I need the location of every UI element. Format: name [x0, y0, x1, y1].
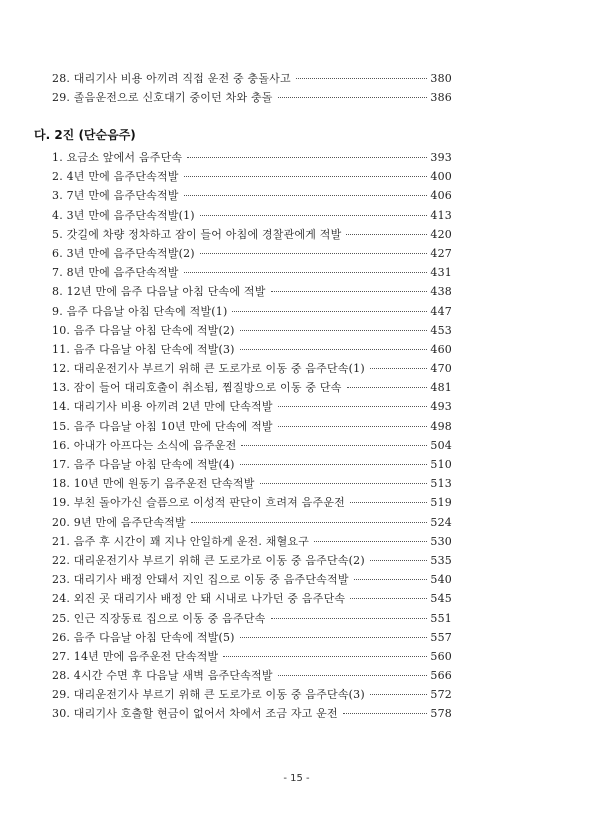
toc-entry-title: 13. 잠이 들어 대리호출이 취소됨, 찜질방으로 이동 중 단속 [52, 381, 342, 395]
toc-entry-title: 4. 3년 만에 음주단속적발(1) [52, 208, 195, 222]
toc-entry[interactable] [52, 186, 452, 205]
dot-leader [240, 349, 428, 350]
dot-leader [184, 176, 428, 177]
dot-leader [184, 272, 428, 273]
dot-leader [278, 406, 428, 407]
toc-entry-title: 2. 4년 만에 음주단속적발 [52, 170, 179, 184]
dot-leader [296, 78, 428, 79]
toc-entry[interactable] [52, 685, 452, 704]
toc-entry-page: 447 [430, 304, 452, 318]
dot-leader [187, 157, 427, 158]
toc-entry-page: 460 [430, 342, 452, 356]
toc-entry-title: 5. 갓길에 차량 정차하고 잠이 들어 아침에 경찰관에게 적발 [52, 227, 342, 241]
toc-entry[interactable] [52, 666, 452, 685]
dot-leader [370, 560, 428, 561]
toc-entry-page: 560 [430, 649, 452, 663]
toc-entry[interactable] [52, 225, 452, 244]
toc-entry-page: 453 [430, 323, 452, 337]
toc-entry-page: 498 [430, 419, 452, 433]
toc-entry-page: 420 [430, 227, 452, 241]
toc-entry-title: 28. 대리기사 비용 아끼려 직접 운전 중 충돌사고 [52, 72, 291, 85]
toc-entry-page: 513 [430, 477, 452, 491]
toc-entry[interactable] [52, 532, 452, 551]
toc-entry[interactable] [52, 513, 452, 532]
dot-leader [278, 675, 428, 676]
toc-entry-page: 504 [430, 438, 452, 452]
toc-entry-title: 8. 12년 만에 음주 다음날 아침 단속에 적발 [52, 285, 266, 299]
toc-entry[interactable] [52, 397, 452, 416]
dot-leader [240, 637, 428, 638]
toc-entry-page: 470 [430, 362, 452, 376]
toc-entry-title: 22. 대리운전기사 부르기 위해 큰 도로가로 이동 중 음주단속(2) [52, 553, 365, 567]
dot-leader [223, 656, 427, 657]
toc-entry[interactable] [52, 69, 452, 88]
dot-leader [200, 215, 428, 216]
dot-leader [241, 445, 427, 446]
toc-entry[interactable] [52, 263, 452, 282]
toc-entry[interactable] [52, 282, 452, 301]
toc-entry-title: 24. 외진 곳 대리기사 배정 안 돼 시내로 나가던 중 음주단속 [52, 592, 346, 606]
toc-entry-title: 16. 아내가 아프다는 소식에 음주운전 [52, 438, 237, 452]
dot-leader [370, 694, 428, 695]
toc-entry-title: 14. 대리기사 비용 아끼려 2년 만에 단속적발 [52, 400, 273, 414]
toc-entry[interactable] [52, 474, 452, 493]
toc-entry[interactable] [52, 302, 452, 321]
toc-entry-page: 400 [430, 170, 452, 184]
toc-entry[interactable] [52, 436, 452, 455]
toc-entry-title: 15. 음주 다음날 아침 10년 만에 단속에 적발 [52, 419, 273, 433]
toc-entry-page: 386 [430, 91, 452, 105]
toc-entry-page: 551 [430, 611, 452, 625]
toc-entry[interactable] [52, 589, 452, 608]
page-number: - 15 - [283, 773, 310, 784]
toc-entry-page: 493 [430, 400, 452, 414]
toc-continued-list [52, 69, 452, 107]
toc-entry[interactable] [52, 167, 452, 186]
toc-entry-title: 7. 8년 만에 음주단속적발 [52, 266, 179, 280]
toc-entry-title: 21. 음주 후 시간이 꽤 지나 안일하게 운전. 채혈요구 [52, 534, 310, 548]
dot-leader [347, 387, 428, 388]
toc-entry-title: 19. 부친 돌아가신 슬픔으로 이성적 판단이 흐려져 음주운전 [52, 496, 345, 510]
toc-entry-page: 545 [430, 592, 452, 606]
toc-entry-title: 29. 졸음운전으로 신호대기 중이던 차와 충돌 [52, 91, 273, 105]
toc-entry[interactable] [52, 455, 452, 474]
toc-entry-title: 23. 대리기사 배정 안돼서 지인 집으로 이동 중 음주단속적발 [52, 573, 349, 587]
dot-leader [271, 291, 428, 292]
toc-entry-page: 380 [430, 72, 452, 85]
toc-entry-title: 1. 요금소 앞에서 음주단속 [52, 151, 183, 164]
dot-leader [350, 502, 427, 503]
dot-leader [370, 368, 428, 369]
toc-entry[interactable] [52, 609, 452, 628]
toc-entry-title: 6. 3년 만에 음주단속적발(2) [52, 246, 195, 260]
toc-entry[interactable] [52, 148, 452, 167]
toc-entry[interactable] [52, 704, 452, 723]
toc-entry-page: 566 [430, 669, 452, 683]
dot-leader [271, 618, 428, 619]
toc-entry[interactable] [52, 88, 452, 107]
toc-entry-title: 30. 대리기사 호출할 현금이 없어서 차에서 조금 자고 운전 [52, 707, 338, 721]
toc-entry-title: 20. 9년 만에 음주단속적발 [52, 515, 186, 529]
toc-entry-page: 427 [430, 246, 452, 260]
dot-leader [184, 195, 428, 196]
toc-entry-page: 535 [430, 553, 452, 567]
toc-entry-title: 26. 음주 다음날 아침 단속에 적발(5) [52, 630, 235, 644]
toc-entry-title: 3. 7년 만에 음주단속적발 [52, 189, 179, 203]
dot-leader [314, 541, 427, 542]
toc-entry-title: 27. 14년 만에 음주운전 단속적발 [52, 649, 219, 663]
dot-leader [232, 311, 427, 312]
toc-entry-page: 393 [430, 151, 452, 164]
toc-entry-title: 18. 10년 만에 원동기 음주운전 단속적발 [52, 477, 255, 491]
toc-entry[interactable] [52, 359, 452, 378]
toc-entry-title: 25. 인근 직장동료 집으로 이동 중 음주단속 [52, 611, 266, 625]
toc-entry[interactable] [52, 206, 452, 225]
toc-entry-page: 540 [430, 573, 452, 587]
toc-entry[interactable] [52, 570, 452, 589]
toc-entry[interactable] [52, 340, 452, 359]
dot-leader [240, 464, 428, 465]
dot-leader [343, 713, 428, 714]
toc-entry-title: 9. 음주 다음날 아침 단속에 적발(1) [52, 304, 228, 318]
toc-entry-title: 12. 대리운전기사 부르기 위해 큰 도로가로 이동 중 음주단속(1) [52, 362, 365, 376]
toc-entry[interactable] [52, 321, 452, 340]
toc-entry-title: 10. 음주 다음날 아침 단속에 적발(2) [52, 323, 235, 337]
toc-entry[interactable] [52, 378, 452, 397]
toc-entry[interactable] [52, 244, 452, 263]
toc-entry-title: 29. 대리운전기사 부르기 위해 큰 도로가로 이동 중 음주단속(3) [52, 688, 365, 702]
toc-entry-page: 572 [430, 688, 452, 702]
toc-entry-page: 557 [430, 630, 452, 644]
toc-entry-title: 17. 음주 다음날 아침 단속에 적발(4) [52, 458, 235, 471]
toc-entry[interactable] [52, 647, 452, 666]
dot-leader [354, 579, 428, 580]
dot-leader [200, 253, 428, 254]
toc-entry[interactable] [52, 551, 452, 570]
toc-entry-page: 530 [430, 534, 452, 548]
dot-leader [278, 426, 428, 427]
dot-leader [260, 483, 428, 484]
toc-entry-page: 431 [430, 266, 452, 280]
dot-leader [240, 330, 428, 331]
toc-entry-page: 519 [430, 496, 452, 510]
toc-entry-page: 510 [430, 458, 452, 471]
toc-entry[interactable] [52, 493, 452, 512]
toc-entry-page: 578 [430, 707, 452, 721]
section-heading: 다. 2진 (단순음주) [34, 128, 136, 142]
toc-entry-title: 11. 음주 다음날 아침 단속에 적발(3) [52, 342, 235, 356]
toc-entry[interactable] [52, 417, 452, 436]
toc-entry-page: 438 [430, 285, 452, 299]
dot-leader [191, 522, 428, 523]
toc-entry-page: 524 [430, 515, 452, 529]
toc-entry-page: 413 [430, 208, 452, 222]
toc-entry-title: 28. 4시간 수면 후 다음날 새벽 음주단속적발 [52, 669, 273, 683]
dot-leader [278, 97, 428, 98]
toc-entry[interactable] [52, 628, 452, 647]
dot-leader [346, 234, 427, 235]
toc-section-list [52, 148, 452, 724]
toc-entry-page: 406 [430, 189, 452, 203]
dot-leader [350, 598, 427, 599]
toc-entry-page: 481 [430, 381, 452, 395]
